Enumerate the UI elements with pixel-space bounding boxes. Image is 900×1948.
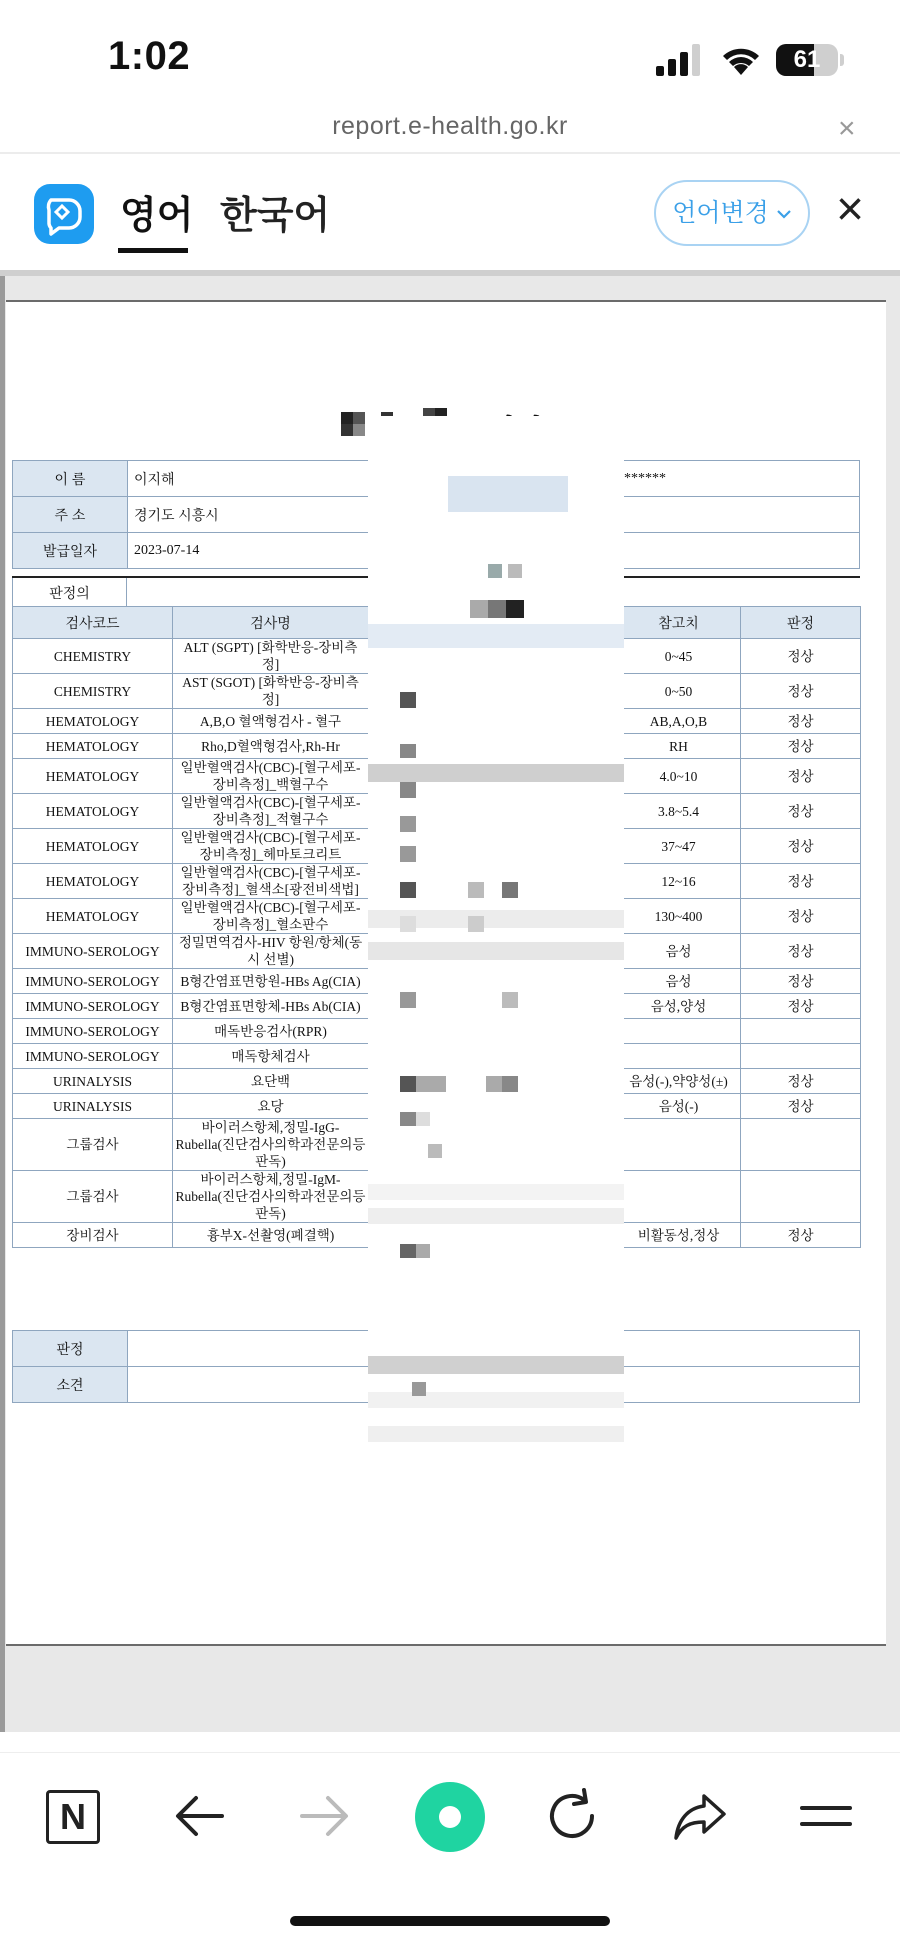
result-name: B형간염표면항원-HBs Ag(CIA) (173, 969, 369, 994)
result-judge (741, 1019, 861, 1044)
result-judge: 정상 (741, 1094, 861, 1119)
info-right: ****** (624, 461, 860, 497)
result-code: 그룹검사 (13, 1171, 173, 1223)
result-name: AST (SGOT) [화학반응-장비측정] (173, 674, 369, 709)
result-code: IMMUNO-SEROLOGY (13, 1044, 173, 1069)
result-code: CHEMISTRY (13, 639, 173, 674)
url-bar[interactable] (0, 104, 900, 154)
footer-label: 판정 (13, 1331, 128, 1367)
result-name: B형간염표면항체-HBs Ab(CIA) (173, 994, 369, 1019)
result-name: 바이러스항체,정밀-IgG-Rubella(진단검사의학과전문의등판독) (173, 1119, 369, 1171)
result-code: HEMATOLOGY (13, 709, 173, 734)
col-name: 검사명 (173, 607, 369, 639)
document-viewer[interactable] (0, 276, 900, 1732)
result-name: 일반혈액검사(CBC)-[혈구세포-장비측정]_백혈구수 (173, 759, 369, 794)
share-icon[interactable] (668, 1784, 732, 1848)
result-name: 일반혈액검사(CBC)-[혈구세포-장비측정]_혈색소[광전비색법] (173, 864, 369, 899)
menu-icon[interactable] (794, 1784, 858, 1848)
status-bar (0, 0, 900, 110)
result-judge (741, 1119, 861, 1171)
green-dot-icon[interactable] (415, 1782, 485, 1852)
result-ref: 음성 (617, 969, 741, 994)
home-indicator[interactable] (290, 1916, 610, 1926)
footer-label: 소견 (13, 1367, 128, 1403)
result-ref: 37~47 (617, 829, 741, 864)
result-judge: 정상 (741, 1223, 861, 1248)
result-code: HEMATOLOGY (13, 829, 173, 864)
result-name: 흉부X-선촬영(폐결핵) (173, 1223, 369, 1248)
url-close-icon[interactable]: × (838, 112, 856, 145)
result-judge: 정상 (741, 794, 861, 829)
result-judge: 정상 (741, 969, 861, 994)
result-judge: 정상 (741, 1069, 861, 1094)
tab-english-underline (118, 248, 188, 253)
result-name: 일반혈액검사(CBC)-[혈구세포-장비측정]_적혈구수 (173, 794, 369, 829)
result-code: HEMATOLOGY (13, 759, 173, 794)
battery-level: 61 (793, 46, 821, 73)
reload-icon[interactable] (540, 1784, 604, 1848)
result-ref: 비활동성,정상 (617, 1223, 741, 1248)
result-code: IMMUNO-SEROLOGY (13, 994, 173, 1019)
info-label: 발급일자 (13, 533, 128, 569)
wifi-icon (720, 42, 762, 76)
tab-korean[interactable]: 한국어 (220, 195, 331, 237)
result-code: URINALYSIS (13, 1069, 173, 1094)
info-value: 경기도 시흥시 (128, 497, 624, 533)
result-code: HEMATOLOGY (13, 794, 173, 829)
change-language-label: 언어변경 (672, 199, 769, 227)
result-name: 일반혈액검사(CBC)-[혈구세포-장비측정]_헤마토크리트 (173, 829, 369, 864)
redaction-overlay (368, 416, 624, 1418)
result-code: HEMATOLOGY (13, 899, 173, 934)
info-value: 이지해 (128, 461, 624, 497)
pixel-blocks (368, 416, 624, 1416)
result-ref: 음성,양성 (617, 994, 741, 1019)
result-judge: 정상 (741, 899, 861, 934)
change-language-button[interactable] (654, 180, 810, 246)
result-name: 일반혈액검사(CBC)-[혈구세포-장비측정]_혈소판수 (173, 899, 369, 934)
result-ref: 음성(-) (617, 1094, 741, 1119)
result-ref: RH (617, 734, 741, 759)
result-ref: AB,A,O,B (617, 709, 741, 734)
result-name: 요단백 (173, 1069, 369, 1094)
battery-icon (776, 44, 838, 76)
result-ref: 3.8~5.4 (617, 794, 741, 829)
result-judge (741, 1044, 861, 1069)
forward-arrow-icon[interactable] (292, 1784, 356, 1848)
result-code: IMMUNO-SEROLOGY (13, 934, 173, 969)
result-judge: 정상 (741, 639, 861, 674)
translate-bar (0, 154, 900, 270)
result-judge: 정상 (741, 864, 861, 899)
result-name: 매독반응검사(RPR) (173, 1019, 369, 1044)
result-name: 매독항체검사 (173, 1044, 369, 1069)
result-ref (617, 1019, 741, 1044)
judge-doctor-label: 판정의 (12, 578, 127, 608)
naver-n-icon[interactable]: N (46, 1790, 100, 1844)
result-code: HEMATOLOGY (13, 864, 173, 899)
result-code: URINALYSIS (13, 1094, 173, 1119)
result-name: 바이러스항체,정밀-IgM-Rubella(진단검사의학과전문의등판독) (173, 1171, 369, 1223)
result-judge: 정상 (741, 734, 861, 759)
cellular-signal-icon (656, 44, 704, 76)
info-value: 2023-07-14 (128, 533, 624, 569)
result-ref: 12~16 (617, 864, 741, 899)
info-label: 이 름 (13, 461, 128, 497)
close-translate-icon[interactable]: × (836, 183, 865, 236)
result-code: CHEMISTRY (13, 674, 173, 709)
info-right (624, 497, 860, 533)
result-judge: 정상 (741, 994, 861, 1019)
col-ref: 참고치 (617, 607, 741, 639)
col-code: 검사코드 (13, 607, 173, 639)
result-name: Rho,D혈액형검사,Rh-Hr (173, 734, 369, 759)
result-ref: 0~45 (617, 639, 741, 674)
result-name: 정밀면역검사-HIV 항원/항체(동시 선별) (173, 934, 369, 969)
chevron-down-icon (776, 208, 792, 220)
result-ref (617, 1119, 741, 1171)
result-judge: 정상 (741, 829, 861, 864)
result-code: 그룹검사 (13, 1119, 173, 1171)
result-code: IMMUNO-SEROLOGY (13, 969, 173, 994)
result-name: A,B,O 혈액형검사 - 혈구 (173, 709, 369, 734)
info-right (624, 533, 860, 569)
result-judge (741, 1171, 861, 1223)
result-ref: 음성(-),약양성(±) (617, 1069, 741, 1094)
result-ref: 4.0~10 (617, 759, 741, 794)
info-label: 주 소 (13, 497, 128, 533)
result-code: HEMATOLOGY (13, 734, 173, 759)
bottom-toolbar (0, 1752, 900, 1872)
url-text[interactable]: report.e-health.go.kr (332, 112, 568, 140)
result-ref (617, 1044, 741, 1069)
col-judge: 판정 (741, 607, 861, 639)
result-judge: 정상 (741, 934, 861, 969)
result-code: IMMUNO-SEROLOGY (13, 1019, 173, 1044)
back-arrow-icon[interactable] (168, 1784, 232, 1848)
result-judge: 정상 (741, 759, 861, 794)
tab-english[interactable]: 영어 (120, 195, 194, 237)
result-ref: 음성 (617, 934, 741, 969)
result-judge: 정상 (741, 674, 861, 709)
result-ref: 0~50 (617, 674, 741, 709)
result-name: ALT (SGPT) [화학반응-장비측정] (173, 639, 369, 674)
result-judge: 정상 (741, 709, 861, 734)
report-page (6, 300, 886, 1646)
status-time: 1:02 (108, 34, 191, 78)
result-name: 요당 (173, 1094, 369, 1119)
result-ref (617, 1171, 741, 1223)
papago-logo-icon (34, 184, 94, 244)
result-ref: 130~400 (617, 899, 741, 934)
result-code: 장비검사 (13, 1223, 173, 1248)
